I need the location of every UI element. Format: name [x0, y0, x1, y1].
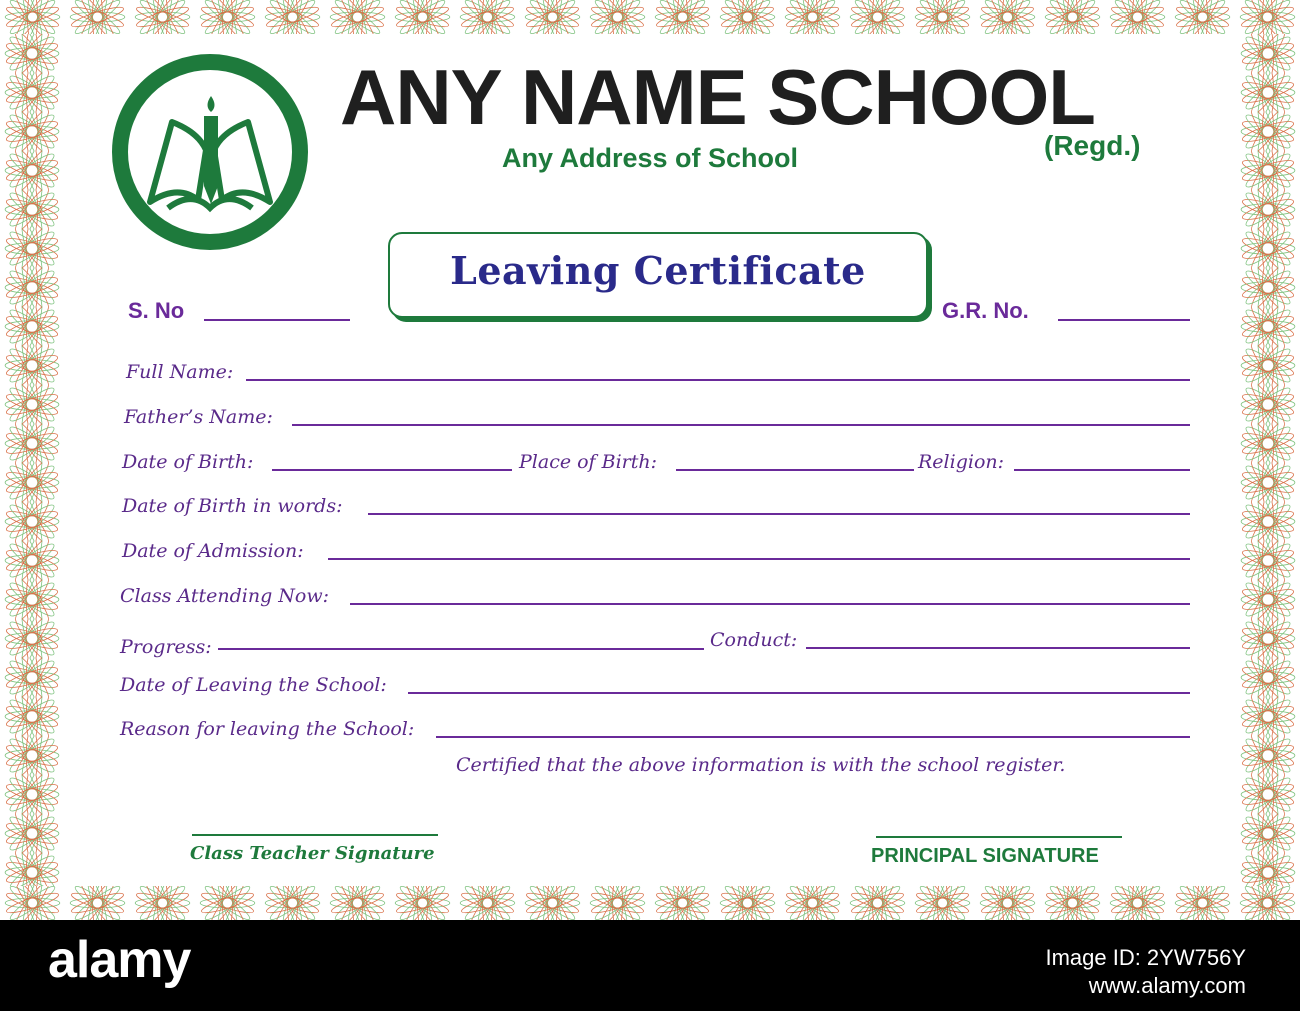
- border-rosette: [0, 112, 64, 151]
- border-rosette: [0, 424, 64, 463]
- border-rosette: [1040, 0, 1105, 34]
- class-teacher-signature-label: Class Teacher Signature: [190, 843, 435, 864]
- border-rosette: [390, 886, 455, 920]
- title-box: [388, 232, 928, 318]
- border-rosette: [1236, 541, 1300, 580]
- border-rosette: [1236, 775, 1300, 814]
- border-rosette: [1236, 385, 1300, 424]
- religion-field[interactable]: [1014, 469, 1190, 471]
- gr-field[interactable]: [1058, 319, 1190, 321]
- site-url: www.alamy.com: [1088, 973, 1246, 998]
- border-rosette: [910, 0, 975, 34]
- principal-signature-line[interactable]: [876, 836, 1122, 838]
- dob-words-field[interactable]: [368, 513, 1190, 515]
- border-rosette: [0, 775, 64, 814]
- dob-field[interactable]: [272, 469, 512, 471]
- border-rosette: [0, 229, 64, 268]
- leaving-date-field[interactable]: [408, 692, 1190, 694]
- border-rosette: [1236, 853, 1300, 886]
- sno-label: S. No: [128, 298, 185, 323]
- progress-field[interactable]: [218, 648, 704, 650]
- dob-label: Date of Birth:: [122, 451, 254, 473]
- border-rosette: [1170, 0, 1235, 34]
- border-rosette: [1236, 463, 1300, 502]
- border-rosette: [0, 814, 64, 853]
- school-address: Any Address of School: [502, 143, 799, 173]
- border-rosette: [65, 886, 130, 920]
- border-left: [0, 34, 64, 886]
- border-rosette: [520, 0, 585, 34]
- border-rosette: [325, 886, 390, 920]
- regd-label: (Regd.): [1044, 130, 1141, 161]
- border-rosette: [650, 0, 715, 34]
- border-rosette: [0, 268, 64, 307]
- place-of-birth-field[interactable]: [676, 469, 914, 471]
- border-rosette: [1236, 619, 1300, 658]
- border-rosette: [1105, 886, 1170, 920]
- border-rosette: [260, 886, 325, 920]
- watermark-id: [1045, 944, 1246, 1000]
- border-rosette: [1235, 0, 1300, 34]
- full-name-field[interactable]: [246, 379, 1190, 381]
- border-rosette: [1235, 886, 1300, 920]
- border-bottom: [0, 886, 1300, 920]
- border-rosette: [520, 886, 585, 920]
- border-rosette: [0, 463, 64, 502]
- border-rosette: [455, 886, 520, 920]
- school-name: ANY NAME SCHOOL: [340, 53, 1095, 141]
- sno-field[interactable]: [204, 319, 350, 321]
- reason-field[interactable]: [436, 736, 1190, 738]
- border-rosette: [1105, 0, 1170, 34]
- border-rosette: [390, 0, 455, 34]
- place-of-birth-label: Place of Birth:: [519, 451, 658, 473]
- border-rosette: [1236, 229, 1300, 268]
- reason-label: Reason for leaving the School:: [120, 718, 415, 740]
- border-rosette: [1236, 34, 1300, 73]
- alamy-logo: alamy: [48, 931, 191, 989]
- border-rosette: [1236, 814, 1300, 853]
- border-rosette: [0, 658, 64, 697]
- border-rosette: [585, 0, 650, 34]
- border-rosette: [1236, 658, 1300, 697]
- admission-date-label: Date of Admission:: [122, 540, 304, 562]
- full-name-label: Full Name:: [126, 361, 234, 383]
- border-top: [0, 0, 1300, 34]
- border-right: [1236, 34, 1300, 886]
- religion-label: Religion:: [918, 451, 1005, 473]
- border-rosette: [780, 0, 845, 34]
- border-rosette: [0, 541, 64, 580]
- border-rosette: [1236, 190, 1300, 229]
- border-rosette: [455, 0, 520, 34]
- border-rosette: [1236, 112, 1300, 151]
- border-rosette: [1170, 886, 1235, 920]
- border-rosette: [1040, 886, 1105, 920]
- border-rosette: [1236, 424, 1300, 463]
- border-rosette: [195, 0, 260, 34]
- image-id: Image ID: 2YW756Y: [1045, 945, 1246, 970]
- dob-words-label: Date of Birth in words:: [122, 495, 343, 517]
- class-teacher-signature-line[interactable]: [192, 834, 438, 836]
- border-rosette: [715, 0, 780, 34]
- border-rosette: [0, 886, 65, 920]
- border-rosette: [715, 886, 780, 920]
- border-rosette: [0, 502, 64, 541]
- admission-date-field[interactable]: [328, 558, 1190, 560]
- conduct-label: Conduct:: [710, 629, 798, 651]
- certified-statement: Certified that the above information is with the school register.: [456, 754, 1066, 776]
- border-rosette: [1236, 307, 1300, 346]
- border-rosette: [130, 886, 195, 920]
- class-attending-field[interactable]: [350, 603, 1190, 605]
- conduct-field[interactable]: [806, 647, 1190, 649]
- border-rosette: [0, 190, 64, 229]
- border-rosette: [0, 307, 64, 346]
- border-rosette: [0, 385, 64, 424]
- border-rosette: [845, 0, 910, 34]
- border-rosette: [130, 0, 195, 34]
- border-rosette: [260, 0, 325, 34]
- border-rosette: [65, 0, 130, 34]
- fathers-name-label: Father’s Name:: [124, 406, 273, 428]
- border-rosette: [1236, 736, 1300, 775]
- border-rosette: [0, 736, 64, 775]
- gr-label: G.R. No.: [942, 298, 1029, 323]
- border-rosette: [325, 0, 390, 34]
- border-rosette: [1236, 346, 1300, 385]
- border-rosette: [1236, 580, 1300, 619]
- fathers-name-field[interactable]: [292, 424, 1190, 426]
- border-rosette: [1236, 697, 1300, 736]
- border-rosette: [0, 0, 65, 34]
- border-rosette: [650, 886, 715, 920]
- border-rosette: [1236, 502, 1300, 541]
- border-rosette: [1236, 73, 1300, 112]
- progress-label: Progress:: [120, 636, 212, 658]
- border-rosette: [195, 886, 260, 920]
- border-rosette: [0, 34, 64, 73]
- border-rosette: [0, 151, 64, 190]
- border-rosette: [1236, 268, 1300, 307]
- border-rosette: [0, 619, 64, 658]
- class-attending-label: Class Attending Now:: [120, 585, 330, 607]
- border-rosette: [0, 73, 64, 112]
- border-rosette: [0, 346, 64, 385]
- border-rosette: [0, 580, 64, 619]
- border-rosette: [845, 886, 910, 920]
- border-rosette: [975, 886, 1040, 920]
- border-rosette: [975, 0, 1040, 34]
- border-rosette: [780, 886, 845, 920]
- leaving-date-label: Date of Leaving the School:: [120, 674, 387, 696]
- border-rosette: [0, 853, 64, 886]
- border-rosette: [1236, 151, 1300, 190]
- principal-signature-label: PRINCIPAL SIGNATURE: [871, 845, 1099, 867]
- certificate-title: Leaving Certificate: [450, 248, 866, 293]
- border-rosette: [585, 886, 650, 920]
- school-logo-icon: [108, 52, 312, 252]
- border-rosette: [0, 697, 64, 736]
- border-rosette: [910, 886, 975, 920]
